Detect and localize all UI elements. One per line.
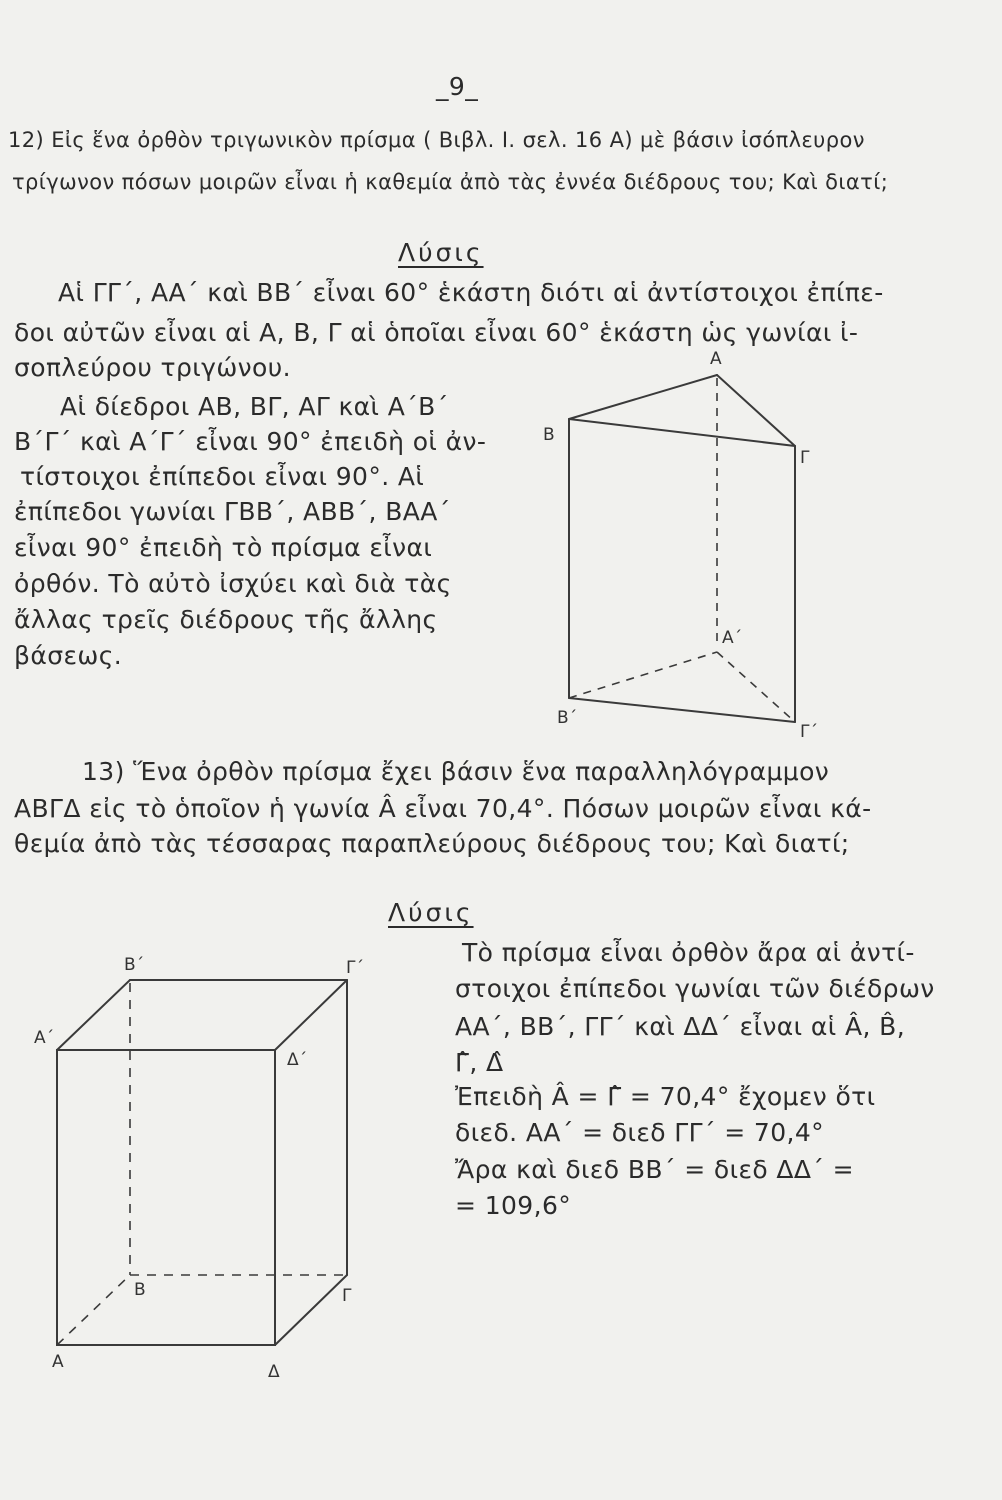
problem-13-solution-line-8: = 109,6°: [455, 1191, 572, 1220]
problem-12-solution-line-3: σοπλεύρου τριγώνου.: [14, 353, 291, 382]
problem-12-solution-line-6: τίστοιχοι ἐπίπεδοι εἶναι 90°. Αἱ: [20, 462, 425, 491]
problem-13-line-2: ΑΒΓΔ εἰς τὸ ὁποῖον ἡ γωνία Â εἶναι 70,4°. Πόσων μοιρῶν εἶναι κά-: [14, 794, 872, 823]
prism-label-B: Β: [543, 425, 555, 445]
box-label-A1: Α΄: [34, 1028, 55, 1048]
problem-12-solution-line-10: ἄλλας τρεῖς διέδρους τῆς ἄλλης: [14, 605, 438, 634]
problem-13-solution-line-2: στοιχοι ἐπίπεδοι γωνίαι τῶν διέδρων: [455, 974, 935, 1003]
problem-12-line-2: τρίγωνον πόσων μοιρῶν εἶναι ἡ καθεμία ἀπὸ τὰς ἐννέα διέδρους του; Καὶ διατί;: [12, 170, 889, 194]
box-label-A: Α: [52, 1352, 64, 1372]
box-label-D1: Δ΄: [287, 1050, 308, 1070]
edge-A1B1: [57, 980, 130, 1050]
edge-DG: [275, 1275, 347, 1345]
prism-label-A: Α: [710, 349, 722, 369]
box-label-D: Δ: [268, 1362, 280, 1382]
problem-12-solution-line-8: εἶναι 90° ἐπειδὴ τὸ πρίσμα εἶναι: [14, 533, 433, 562]
box-label-B: Β: [134, 1280, 146, 1300]
problem-12-solution-line-7: ἐπίπεδοι γωνίαι ΓΒΒ΄, ΑΒΒ΄, ΒΑΑ΄: [14, 497, 451, 526]
prism-label-G: Γ: [800, 448, 810, 468]
problem-13-solution-line-5: Ἐπειδὴ Â = Γ̂ = 70,4° ἔχομεν ὅτι: [455, 1082, 876, 1111]
problem-13-solution-line-1: Τὸ πρίσμα εἶναι ὀρθὸν ἄρα αἱ ἀντί-: [462, 938, 915, 967]
problem-13-solution-line-4: Γ̂, Δ̂: [455, 1048, 504, 1077]
box-label-B1: Β΄: [124, 955, 145, 975]
page-number: _9_: [436, 72, 479, 101]
problem-12-line-1: 12) Εἰς ἕνα ὀρθὸν τριγωνικὸν πρίσμα ( Βιβλ. Ι. σελ. 16 Α) μὲ βάσιν ἰσόπλευρον: [8, 128, 865, 152]
problem-13-line-3: θεμία ἀπὸ τὰς τέσσαρας παραπλεύρους διέδρους του; Καὶ διατί;: [14, 829, 850, 858]
problem-12-solution-line-5: Β΄Γ΄ καὶ Α΄Γ΄ εἶναι 90° ἐπειδὴ οἱ ἀν-: [14, 427, 487, 456]
problem-13-line-1: 13) Ἕνα ὀρθὸν πρίσμα ἔχει βάσιν ἕνα παραλληλόγραμμον: [82, 757, 830, 786]
prism-label-G1: Γ΄: [800, 722, 818, 742]
problem-12-solution-line-9: ὀρθόν. Τὸ αὐτὸ ἰσχύει καὶ διὰ τὰς: [14, 569, 452, 598]
problem-12-solution-heading: Λύσις: [398, 238, 484, 267]
problem-13-solution-line-7: Ἄρα καὶ διεδ ΒΒ΄ = διεδ ΔΔ΄ =: [455, 1155, 855, 1184]
box-label-G: Γ: [342, 1286, 352, 1306]
problem-13-solution-heading: Λύσις: [388, 898, 474, 927]
prism-label-B1: Β΄: [557, 708, 578, 728]
problem-12-solution-line-2: δοι αὐτῶν εἶναι αἱ Α, Β, Γ αἱ ὁποῖαι εἶναι 60° ἑκάστη ὡς γωνίαι ἰ-: [14, 318, 859, 347]
box-label-G1: Γ΄: [346, 958, 364, 978]
problem-12-solution-line-11: βάσεως.: [14, 641, 123, 670]
problem-13-solution-line-3: ΑΑ΄, ΒΒ΄, ΓΓ΄ καὶ ΔΔ΄ εἶναι αἱ Â, B̂,: [455, 1012, 906, 1041]
problem-13-solution-line-6: διεδ. ΑΑ΄ = διεδ ΓΓ΄ = 70,4°: [455, 1118, 825, 1147]
front-face: [57, 1050, 275, 1345]
problem-12-solution-line-1: Αἱ ΓΓ΄, ΑΑ΄ καὶ ΒΒ΄ εἶναι 60° ἑκάστη διότι αἱ ἀντίστοιχοι ἐπίπε-: [58, 278, 884, 307]
edge-D1G1: [275, 980, 347, 1050]
hidden-edge-AB: [57, 1275, 130, 1345]
problem-12-solution-line-4: Αἱ δίεδροι ΑΒ, ΒΓ, ΑΓ καὶ Α΄Β΄: [60, 392, 449, 421]
prism-label-A1: Α΄: [722, 628, 743, 648]
